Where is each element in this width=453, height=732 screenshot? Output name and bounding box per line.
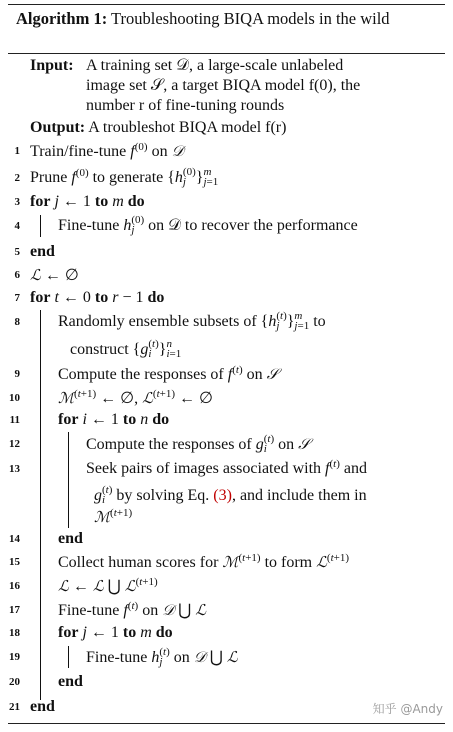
keyword: for xyxy=(30,289,51,306)
keyword: end xyxy=(30,698,55,715)
line-number: 6 xyxy=(14,269,20,281)
text: Randomly ensemble subsets of xyxy=(58,313,257,330)
text: Prune xyxy=(30,169,68,186)
keyword: to xyxy=(122,624,137,641)
algo-line-10: 10 ℳ$^{(t+1)}$ ← ∅, ℒ$^{(t+1)}$ ← ∅ xyxy=(0,386,453,410)
keyword: end xyxy=(58,530,83,547)
algo-line-3: 3 for j ← 1 to m do xyxy=(0,190,453,214)
input-label: Input: xyxy=(30,57,74,74)
input-line-1: A training set 𝒟, a large-scale unlabeled xyxy=(86,57,344,74)
bottom-rule xyxy=(8,723,445,724)
output-label: Output: xyxy=(30,119,86,136)
algo-line-19: 19 Fine-tune h (t) j on 𝒟 ⋃ ℒ xyxy=(9,646,238,668)
text: on xyxy=(278,436,295,453)
keyword: for xyxy=(58,411,79,428)
caption-label: Algorithm 1: xyxy=(16,9,108,28)
algo-line-13-cont: g (t) i by solving Eq. (3), and include them in xyxy=(94,484,367,506)
text: on xyxy=(151,143,168,160)
algo-line-17: 17 Fine-tune $f^{(t)}$ on 𝒟 ⋃ ℒ xyxy=(0,598,453,622)
line-number: 20 xyxy=(9,676,20,688)
algo-line-1: 1 Train/fine-tune $f^{(0)}$ on 𝒟 xyxy=(0,139,453,163)
line-number: 15 xyxy=(9,556,20,568)
text: on xyxy=(246,366,263,383)
text: construct xyxy=(70,341,129,358)
algo-line-11: 11 for i ← 1 to n do xyxy=(0,408,453,432)
top-rule xyxy=(8,4,445,5)
watermark: 知乎 @Andy xyxy=(372,702,443,716)
line-number: 5 xyxy=(14,246,20,258)
algo-line-14 xyxy=(0,527,453,551)
algo-line-9: 9 Compute the responses of $f^{(t)}$ on 𝒮 xyxy=(0,362,453,386)
text: Fine-tune xyxy=(58,217,120,234)
line-number: 10 xyxy=(9,392,20,404)
algo-line-13: 13 Seek pairs of images associated with $f^{(t)}$ and xyxy=(0,457,453,481)
algo-line-7: 7 for t ← 0 to r − 1 do xyxy=(0,286,453,310)
algo-line-6: 6 ℒ ← ∅ xyxy=(0,263,453,287)
text: Compute the responses of xyxy=(86,436,252,453)
text: to generate xyxy=(92,169,164,186)
keyword: to xyxy=(94,193,109,210)
text: Train/fine-tune xyxy=(30,143,127,160)
keyword: to xyxy=(122,411,137,428)
text: Fine-tune xyxy=(58,602,120,619)
line-number: 18 xyxy=(9,627,20,639)
input-block xyxy=(30,56,74,76)
text: to form xyxy=(264,554,313,571)
keyword: for xyxy=(30,193,51,210)
line-number: 9 xyxy=(14,368,20,380)
caption-title: Troubleshooting BIQA models in the wild xyxy=(111,9,390,28)
keyword: do xyxy=(127,193,145,210)
line-number: 14 xyxy=(9,533,20,545)
output-block xyxy=(30,118,286,138)
line-number: 7 xyxy=(14,292,20,304)
text: on xyxy=(142,602,159,619)
algo-line-13-cont2: ℳ$^{(t+1)}$ xyxy=(94,507,133,526)
line-number: 12 xyxy=(9,438,20,450)
text: Collect human scores for xyxy=(58,554,219,571)
line-number: 4 xyxy=(14,220,20,232)
text: on 𝒟 to recover the performance xyxy=(148,217,358,234)
algo-line-15: 15 Collect human scores for ℳ$^{(t+1)}$ to form ℒ$^{(t+1)}$ xyxy=(0,550,453,574)
line-number: 8 xyxy=(14,316,20,328)
algo-line-2: 2 Prune $f^{(0)}$ to generate {h (0) j } m j=1 xyxy=(0,166,453,190)
keyword: to xyxy=(94,289,109,306)
algo-line-20 xyxy=(0,670,453,694)
keyword: for xyxy=(58,624,79,641)
keyword: do xyxy=(155,624,173,641)
algo-line-16: 16 ℒ ← ℒ ⋃ ℒ$^{(t+1)}$ xyxy=(0,574,453,598)
algo-line-12: 12 Compute the responses of g (t) i on 𝒮 xyxy=(9,433,310,455)
line-number: 16 xyxy=(9,580,20,592)
keyword: do xyxy=(152,411,170,428)
line-number: 17 xyxy=(9,604,20,616)
mid-rule xyxy=(8,53,445,54)
keyword: end xyxy=(58,673,83,690)
text: , and include them in xyxy=(231,487,367,504)
output-text: A troubleshot BIQA model f(r) xyxy=(88,119,287,136)
equation-ref-link[interactable]: (3) xyxy=(213,487,232,504)
text: Seek pairs of images associated with xyxy=(86,460,322,477)
text: on xyxy=(173,649,190,666)
text: and xyxy=(343,460,368,477)
text: by solving Eq. xyxy=(116,487,210,504)
line-number: 19 xyxy=(9,651,20,663)
line-number: 2 xyxy=(14,172,20,184)
algo-line-5 xyxy=(0,240,453,264)
algo-line-4: 4 Fine-tune h (0) j on 𝒟 to recover the performance xyxy=(0,214,453,238)
line-number: 1 xyxy=(14,145,20,157)
text: Compute the responses of xyxy=(58,366,224,383)
algorithm-caption xyxy=(16,8,436,30)
text: to xyxy=(313,313,326,330)
algo-line-8-cont: construct {g (t) i } n i=1 xyxy=(70,338,182,360)
line-number: 21 xyxy=(9,701,20,713)
line-number: 3 xyxy=(14,196,20,208)
algo-line-8: 8 Randomly ensemble subsets of {h (t) j } m j=1 to xyxy=(0,310,453,334)
line-number: 13 xyxy=(9,463,20,475)
keyword: end xyxy=(30,243,55,260)
keyword: do xyxy=(147,289,165,306)
input-line-3: number r of fine-tuning rounds xyxy=(86,97,285,114)
text: Fine-tune xyxy=(86,649,148,666)
input-line-2: image set 𝒮, a target BIQA model f(0), the xyxy=(86,77,361,94)
algo-line-18: 18 for j ← 1 to m do xyxy=(0,621,453,645)
line-number: 11 xyxy=(9,414,20,426)
